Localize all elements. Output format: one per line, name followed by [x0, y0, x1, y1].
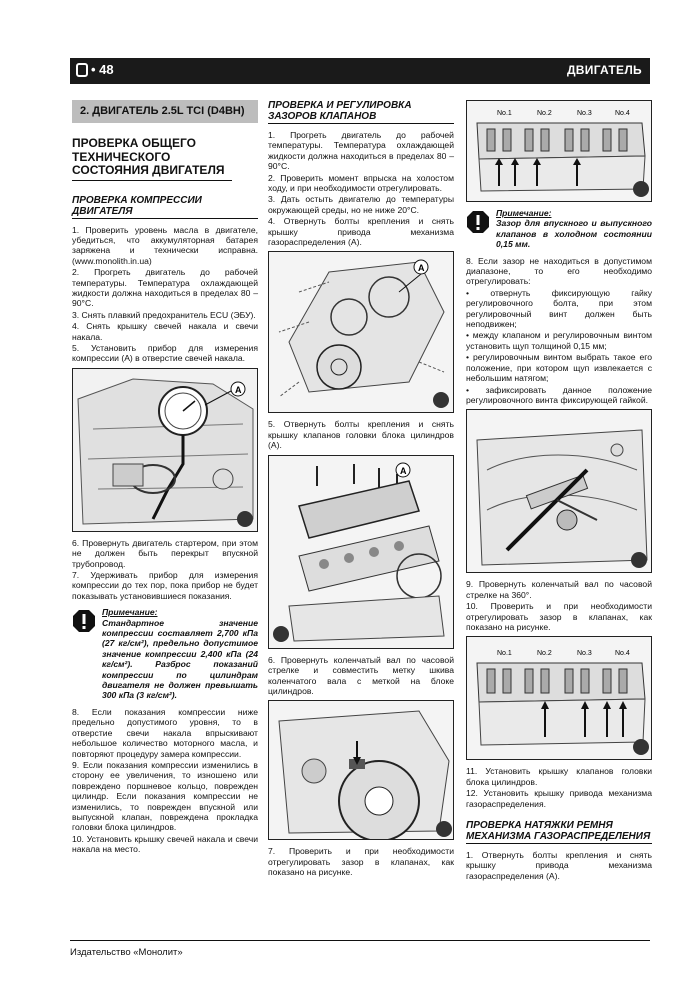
step: 6. Провернуть двигатель стартером, при этом не должен быть перекрыт впускной трубопровод.	[72, 537, 258, 569]
cylinder-label: No.4	[615, 110, 630, 117]
cylinder-label: No.1	[497, 650, 512, 658]
step: 2. Проверить момент впрыска на холостом ходу, и при необходимости отрегулировать.	[268, 172, 454, 194]
step: 9. Провернуть коленчатый вал по часовой стрелке на 360°.	[466, 579, 652, 600]
compression-gauge-figure	[72, 368, 258, 532]
page-header	[70, 58, 650, 84]
step: 3. Снять плавкий предохранитель ECU (ЭБУ).	[72, 309, 256, 320]
subsection-heading: ПРОВЕРКА КОМПРЕССИИ ДВИГАТЕЛЯ	[72, 195, 258, 219]
warning-icon	[466, 210, 490, 234]
note-text: Стандартное значение компрессии составляет 2,700 кПа (27 кг/см²), предельно допустимое значение компрессии 2,400 кПа (24 кг/см²). Разброс показаний компрессии по цилиндрам двигателя не должен превышать 300 кПа (3 кг/см²).	[102, 617, 258, 701]
step: 4. Отвернуть болты крепления и снять крышку привода механизма газораспределения (А).	[268, 216, 454, 248]
cylinder-label: No.4	[615, 650, 630, 658]
cylinder-label: No.3	[577, 110, 592, 117]
crank-mark-illustration	[269, 701, 454, 839]
valve-cover-figure	[268, 455, 454, 649]
bullet-item: • регулировочным винтом выбрать такое его положение, при котором щуп извлекается с небольшим натягом;	[466, 352, 652, 384]
bullet-item: • отвернуть фиксирующую гайку регулировочного болта, при этом регулировочный винт должен быть неподвижен;	[466, 287, 652, 330]
note-title: Примечание:	[496, 208, 552, 218]
step: 4. Снять крышку свечей накала и свечи накала.	[72, 321, 258, 342]
step: 8. Если показания компрессии ниже предельно допустимого уровня, то в отверстие свечи накала впрыскивают небольшое количество моторного масла, и повторяют процедуру замера компрессии.	[72, 706, 258, 759]
step: 3. Дать остыть двигателю до температуры окружающей среды, но не ниже 20°С.	[268, 194, 454, 215]
note-block	[72, 607, 258, 701]
valve-clearance-figure-2	[466, 636, 652, 760]
step: 1. Проверить уровень масла в двигателе, убедиться, что аккумуляторная батарея заряжена и технически исправна. (www.monolith.in.ua)	[72, 224, 258, 266]
bullet-item: • между клапаном и регулировочным винтом установить щуп толщиной 0,15 мм;	[466, 330, 652, 351]
step: 7. Удерживать прибор для измерения компрессии до тех пор, пока прибор не будет показывать установившиеся показания.	[72, 570, 258, 601]
footer-divider	[70, 940, 650, 941]
note-text: Зазор для впускного и выпускного клапанов в холодном состоянии 0,15 мм.	[496, 218, 652, 250]
step: 12. Установить крышку привода механизма газораспределения.	[466, 788, 652, 809]
subsection-heading: ПРОВЕРКА НАТЯЖКИ РЕМНЯ МЕХАНИЗМА ГАЗОРАСПРЕДЕЛЕНИЯ	[466, 819, 651, 842]
valve-clearance-illustration-2	[467, 637, 652, 759]
cylinder-label: No.2	[537, 650, 552, 658]
column-2	[268, 100, 454, 879]
compression-gauge-illustration	[73, 369, 258, 531]
step: 10. Проверить и при необходимости отрегулировать зазор в клапанах, как показано на рисунке.	[466, 601, 652, 632]
note-block	[466, 208, 652, 250]
step: 11. Установить крышку клапанов головки блока цилиндров.	[466, 766, 652, 787]
step: 2. Прогреть двигатель до рабочей температуры. Температура охлаждающей жидкости должна находиться в пределах 80 – 90°С.	[72, 267, 258, 309]
section-heading: ПРОВЕРКА ОБЩЕГО ТЕХНИЧЕСКОГО СОСТОЯНИЯ ДВИГАТЕЛЯ	[72, 137, 232, 181]
valve-clearance-figure-1	[466, 100, 652, 202]
feeler-gauge-figure	[466, 409, 652, 573]
crank-mark-figure	[268, 700, 454, 840]
fig-callout-a: A	[235, 384, 242, 395]
step: 9. Если показания компрессии изменились в сторону ее увеличения, то изношено или повреждено поршневое кольцо, поврежден цилиндр. Если показания компрессии не изменились, то поврежден впускной или выпускной клапан, повреждена прокладка головки блока цилиндров.	[72, 759, 258, 833]
step: 1. Прогреть двигатель до рабочей температуры. Температура охлаждающей жидкости должна находиться в пределах 80 – 90°С.	[268, 130, 454, 172]
chapter-title: 2. ДВИГАТЕЛЬ 2.5L TCI (D4BH)	[72, 100, 258, 123]
step: 8. Если зазор не находиться в допустимом диапазоне, то его необходимо отрегулировать:	[466, 255, 652, 287]
cylinder-label: No.2	[537, 110, 552, 117]
publisher-footer: Издательство «Монолит»	[70, 947, 183, 958]
page-number-text: 48	[99, 62, 114, 77]
valve-clearance-illustration-1	[467, 101, 652, 201]
note-title: Примечание:	[102, 607, 158, 618]
fig-callout-a: A	[400, 465, 407, 476]
step: 6. Провернуть коленчатый вал по часовой стрелке и совместить метку шкива коленчатого вала с меткой на блоке цилиндров.	[268, 654, 454, 696]
step: 7. Проверить и при необходимости отрегулировать зазор в клапанах, как показано на рисунке.	[268, 846, 454, 878]
feeler-gauge-illustration	[467, 410, 652, 572]
publisher-logo-icon	[76, 63, 88, 77]
cylinder-label: No.3	[577, 650, 592, 658]
warning-icon	[72, 609, 96, 633]
section-title: ДВИГАТЕЛЬ	[566, 63, 642, 77]
timing-cover-figure	[268, 251, 454, 413]
timing-cover-illustration	[269, 252, 454, 412]
bullet-item: • зафиксировать данное положение регулировочного винта фиксирующей гайкой.	[466, 384, 652, 405]
column-3	[466, 100, 652, 882]
step: 10. Установить крышку свечей накала и свечи накала на место.	[72, 833, 258, 855]
step: 5. Установить прибор для измерения компрессии (А) в отверстие свечей накала.	[72, 342, 258, 364]
page-number: • 48	[76, 62, 114, 77]
subsection-heading: ПРОВЕРКА И РЕГУЛИРОВКА ЗАЗОРОВ КЛАПАНОВ	[268, 100, 454, 124]
step: 5. Отвернуть болты крепления и снять крышку клапанов головки блока цилиндров (А).	[268, 419, 454, 451]
step: 1. Отвернуть болты крепления и снять крышку привода механизма газораспределения (А).	[466, 849, 652, 881]
fig-callout-a: A	[418, 263, 425, 274]
valve-cover-illustration	[269, 456, 454, 648]
column-1	[72, 100, 258, 856]
cylinder-label: No.1	[497, 110, 512, 117]
